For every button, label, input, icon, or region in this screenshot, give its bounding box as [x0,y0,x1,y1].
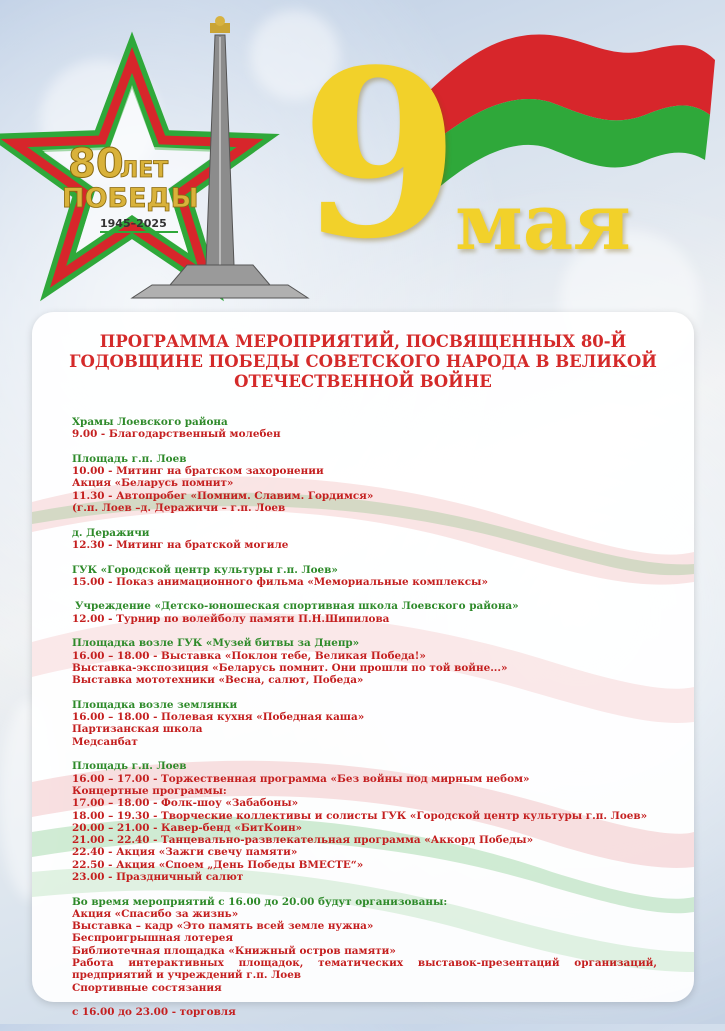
section-heading: Площадка возле ГУК «Музей битвы за Днепр» [72,637,360,650]
event-line: Спортивные состязания [72,981,222,994]
event-line: 15.00 - Показ анимационного фильма «Мемориальные комплексы» [72,575,488,588]
event-line: Концертные программы: [72,784,227,797]
month-name: мая [455,177,631,268]
event-line: 23.00 - Праздничный салют [72,870,244,883]
day-number: 9 [300,20,461,290]
section-square-loev-evening [72,760,657,883]
event-line: 21.00 – 22.40 - Танцевально-развлекательная программа «Аккорд Победы» [72,834,534,847]
event-line: Беспроигрышная лотерея [72,932,234,945]
event-line: Библиотечная площадка «Книжный остров памяти» [72,944,396,957]
event-line: 12.00 - Турнир по волейболу памяти П.Н.Шипилова [72,612,390,625]
section-trade [72,1006,657,1018]
section-heading: Во время мероприятий с 16.00 до 20.00 будут организованы: [72,895,448,908]
event-line: 18.00 – 19.30 - Творческие коллективы и солисты ГУК «Городской центр культуры г.п. Лоев» [72,809,648,822]
section-heading: Площадь г.п. Лоев [72,452,187,465]
program-title-line: ОТЕЧЕСТВЕННОЙ ВОЙНЕ [234,372,492,391]
event-line: 11.30 - Автопробег «Помним. Славим. Гордимся» [72,489,374,502]
event-line: 22.40 - Акция «Зажги свечу памяти» [72,846,298,859]
section-dugout [72,699,657,748]
emblem-number: 80 [68,141,124,187]
event-line: (г.п. Лоев –д. Деражичи – г.п. Лоев [72,502,286,515]
event-line: 16.00 – 18.00 - Полевая кухня «Победная каша» [72,711,365,724]
section-square-loev-morning [72,453,657,514]
program-title [52,332,674,392]
event-line: 17.00 – 18.00 - Фолк-шоу «Забабоны» [72,797,299,810]
event-line: с 16.00 до 23.00 - торговля [72,1006,236,1019]
event-line: 9.00 - Благодарственный молебен [72,428,281,441]
section-heading: ГУК «Городской центр культуры г.п. Лоев» [72,563,338,576]
event-line: Выставка – кадр «Это память всей земле нужна» [72,920,374,933]
section-heading: Учреждение «Детско-юношеская спортивная школа Лоевского района» [75,600,519,613]
emblem-word-let: ЛЕТ [120,158,169,183]
section-sports-school [72,600,657,625]
event-line: 12.30 - Митинг на братской могиле [72,538,289,551]
emblem-years: 1945–2025 [100,217,167,230]
event-line: Работа интерактивных площадок, тематических выставок-презентаций организаций, предприятий и учреждений г.п. Лоев [72,957,657,982]
section-derazhichi [72,527,657,552]
event-line: Выставка-экспозиция «Беларусь помнит. Они прошли по той войне...» [72,661,508,674]
program-title-line: ГОДОВЩИНЕ ПОБЕДЫ СОВЕТСКОГО НАРОДА В ВЕЛИКОЙ [69,352,657,371]
event-line: 16.00 – 18.00 - Выставка «Поклон тебе, Великая Победа!» [72,649,426,662]
section-heading: Площадь г.п. Лоев [72,760,187,773]
event-line: 16.00 – 17.00 - Торжественная программа «Без войны под мирным небом» [72,772,530,785]
event-line: 20.00 – 21.00 - Кавер-бенд «БитКоин» [72,821,303,834]
section-culture-center [72,564,657,589]
section-heading: Храмы Лоевского района [72,416,228,428]
section-during-events [72,896,657,994]
emblem-word-pobedy: ПОБЕДЫ [62,183,199,214]
section-heading: д. Деражичи [72,526,150,539]
victory-80-emblem [12,15,322,305]
event-line: Медсанбат [72,735,138,748]
program-content [72,416,657,1031]
event-line: Акция «Спасибо за жизнь» [72,907,239,920]
section-churches [72,416,657,441]
program-title-line: ПРОГРАММА МЕРОПРИЯТИЙ, ПОСВЯЩЕННЫХ 80-Й [99,332,627,351]
section-heading: Площадка возле землянки [72,698,238,711]
event-line: Партизанская школа [72,723,203,736]
program-panel [32,312,694,1019]
event-line: 22.50 - Акция «Споем „День Победы ВМЕСТЕ“» [72,858,364,871]
event-line: 10.00 - Митинг на братском захоронении [72,465,324,478]
section-museum [72,637,657,686]
event-line: Выставка мототехники «Весна, салют, Победа» [72,674,364,687]
event-line: Акция «Беларусь помнит» [72,477,234,490]
